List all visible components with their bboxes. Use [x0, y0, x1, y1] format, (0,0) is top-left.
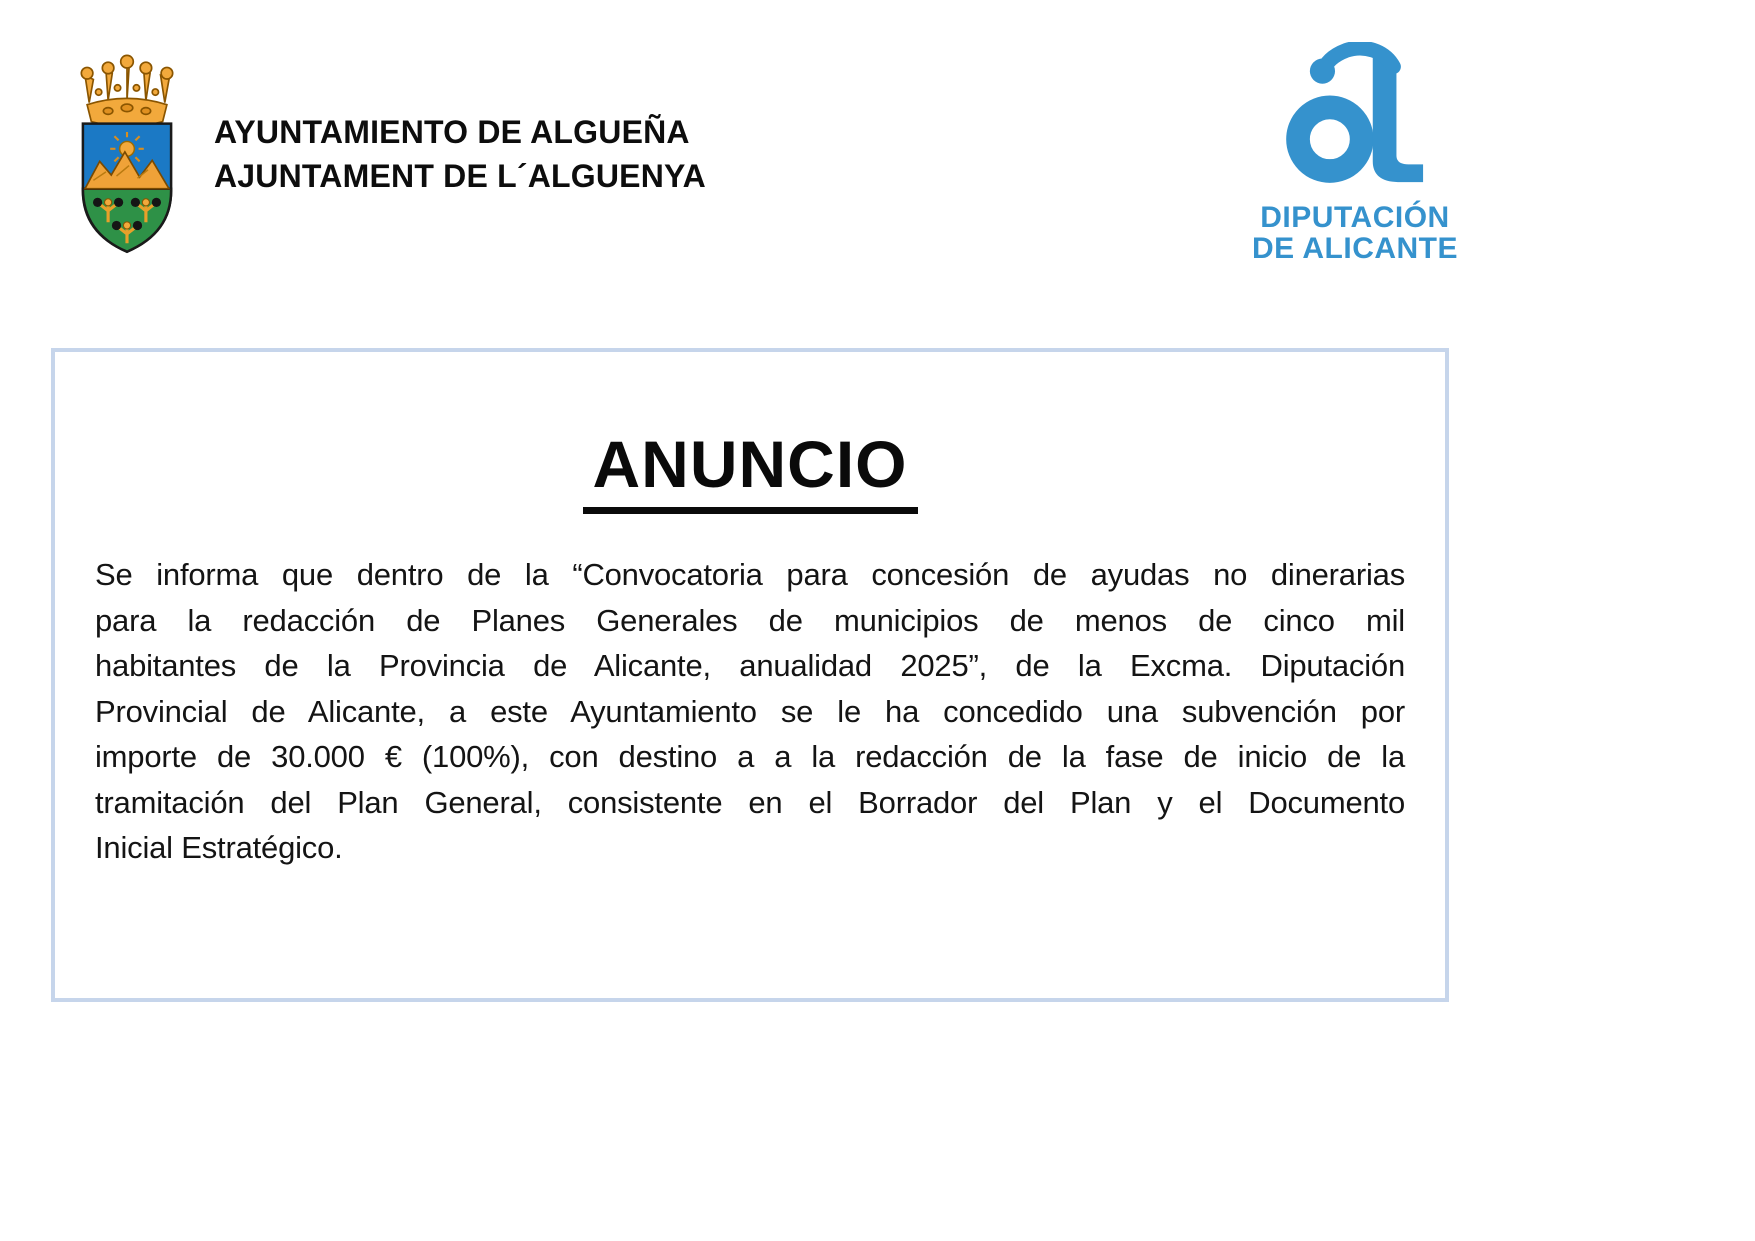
body-line: Inicial Estratégico.	[95, 830, 343, 865]
diputacion-wordmark-line2: DE ALICANTE	[1251, 232, 1459, 265]
municipality-title	[214, 110, 706, 198]
announcement-body	[95, 552, 1405, 871]
body-line: importe de 30.000 € (100%), con destino a a la redacción de la fase de inicio de la	[95, 739, 1405, 774]
diputacion-alicante-logo-icon	[1281, 42, 1429, 192]
alguena-coat-of-arms-icon	[64, 48, 190, 258]
diputacion-wordmark	[1248, 202, 1462, 264]
body-line: habitantes de la Provincia de Alicante, anualidad 2025”, de la Excma. Diputación	[95, 648, 1405, 683]
municipality-title-va: AJUNTAMENT DE L´ALGUENYA	[214, 158, 706, 194]
body-line: tramitación del Plan General, consistente en el Borrador del Plan y el Documento	[95, 784, 1405, 820]
diputacion-logo-block	[1248, 42, 1462, 264]
body-line: Provincial de Alicante, a este Ayuntamiento se le ha concedido una subvención por	[95, 693, 1405, 729]
municipality-title-es: AYUNTAMIENTO DE ALGUEÑA	[214, 114, 690, 150]
body-line: Se informa que dentro de la “Convocatoria para concesión de ayudas no dinerarias	[95, 557, 1405, 592]
announcement-box	[51, 348, 1449, 1002]
diputacion-wordmark-line1: DIPUTACIÓN	[1260, 201, 1450, 234]
announcement-title-wrap	[55, 426, 1445, 514]
announcement-title: ANUNCIO	[583, 426, 918, 514]
body-line: para la redacción de Planes Generales de municipios de menos de cinco mil	[95, 602, 1405, 638]
